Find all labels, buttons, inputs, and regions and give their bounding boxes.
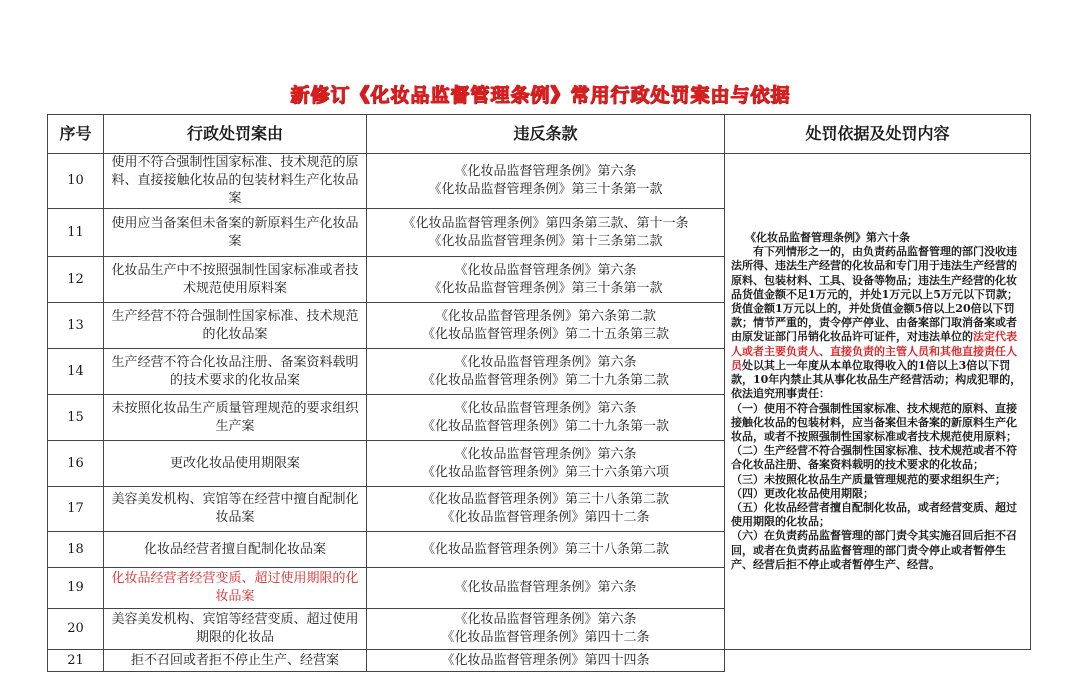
page-title: 新修订《化妆品监督管理条例》常用行政处罚案由与依据 xyxy=(289,84,790,106)
row-clauses xyxy=(367,650,725,672)
row-clauses xyxy=(367,257,725,303)
basis-item: （五）化妆品经营者擅自配制化妆品，或者经营变质、超过使用期限的化妆品； xyxy=(731,500,1017,529)
row-clauses xyxy=(367,609,725,650)
table-row xyxy=(48,650,1031,672)
basis-heading: 《化妆品监督管理条例》第六十条 xyxy=(745,231,910,245)
clause-text: 《化妆品监督管理条例》第二十九条第一款 xyxy=(421,418,669,434)
basis-item: （三）未按照化妆品生产质量管理规范的要求组织生产； xyxy=(731,472,1006,486)
row-reason: 化妆品生产中不按照强制性国家标准或者技术规范使用原料案 xyxy=(104,257,367,303)
row-clauses xyxy=(367,487,725,532)
row-reason: 更改化妆品使用期限案 xyxy=(104,441,367,487)
penalty-basis xyxy=(725,154,1031,650)
basis-item: （六）在负责药品监督管理的部门责令其实施召回后拒不召回，或者在负责药品监督管理的部门责令停止或者暂停生产、经营后拒不停止或者暂停生产、经营。 xyxy=(731,529,1017,571)
table-body xyxy=(48,154,1031,672)
row-clauses xyxy=(367,532,725,568)
row-clauses xyxy=(367,303,725,349)
row-number: 14 xyxy=(48,349,104,395)
clause-text: 《化妆品监督管理条例》第六条 xyxy=(454,400,637,416)
row-number: 19 xyxy=(48,568,104,609)
clause-text: 《化妆品监督管理条例》第三十六条第六项 xyxy=(421,464,669,480)
table-header-row xyxy=(48,115,1031,154)
clause-text: 《化妆品监督管理条例》第三十八条第二款 xyxy=(421,541,669,557)
clause-text: 《化妆品监督管理条例》第三十条第一款 xyxy=(428,280,663,296)
row-reason: 未按照化妆品生产质量管理规范的要求组织生产案 xyxy=(104,395,367,441)
clause-text: 《化妆品监督管理条例》第六条 xyxy=(454,354,637,370)
basis-item: （四）更改化妆品使用期限； xyxy=(731,486,874,500)
header-reason: 行政处罚案由 xyxy=(104,115,367,154)
row-reason: 拒不召回或者拒不停止生产、经营案 xyxy=(104,650,367,672)
table-row xyxy=(48,154,1031,209)
row-reason: 化妆品经营者擅自配制化妆品案 xyxy=(104,532,367,568)
row-reason: 使用应当备案但未备案的新原料生产化妆品案 xyxy=(104,209,367,257)
clause-text: 《化妆品监督管理条例》第二十九条第二款 xyxy=(421,372,669,388)
clause-text: 《化妆品监督管理条例》第六条 xyxy=(454,446,637,462)
clause-text: 《化妆品监督管理条例》第三十八条第二款 xyxy=(421,492,669,507)
row-reason: 生产经营不符合强制性国家标准、技术规范的化妆品案 xyxy=(104,303,367,349)
row-clauses xyxy=(367,154,725,209)
clause-text: 《化妆品监督管理条例》第六条 xyxy=(454,612,637,627)
clause-text: 《化妆品监督管理条例》第十三条第二款 xyxy=(428,233,663,249)
basis-item: （一）使用不符合强制性国家标准、技术规范的原料、直接接触化妆品的包装材料，应当备案但未备案的新原料生产化妆品，或者不按照强制性国家标准或者技术规范使用原料； xyxy=(731,401,1017,443)
row-number: 17 xyxy=(48,487,104,532)
clause-text: 《化妆品监督管理条例》第六条第二款 xyxy=(434,308,656,324)
clause-text: 《化妆品监督管理条例》第六条 xyxy=(454,262,637,278)
row-reason: 使用不符合强制性国家标准、技术规范的原料、直接接触化妆品的包装材料生产化妆品案 xyxy=(104,154,367,209)
clause-text: 《化妆品监督管理条例》第四十二条 xyxy=(441,630,650,645)
row-number: 11 xyxy=(48,209,104,257)
clause-text: 《化妆品监督管理条例》第六条 xyxy=(454,580,637,595)
row-reason: 美容美发机构、宾馆等在经营中擅自配制化妆品案 xyxy=(104,487,367,532)
row-clauses xyxy=(367,209,725,257)
basis-intro xyxy=(731,245,1025,401)
row-number: 13 xyxy=(48,303,104,349)
row-number: 10 xyxy=(48,154,104,209)
basis-after-text: 处以其上一年度从本单位取得收入的1倍以上3倍以下罚款，10年内禁止其从事化妆品生产经营活动；构成犯罪的，依法追究刑事责任： xyxy=(731,358,1022,401)
row-reason: 化妆品经营者经营变质、超过使用期限的化妆品案 xyxy=(104,568,367,609)
basis-intro-text: 有下列情形之一的，由负责药品监督管理的部门没收违法所得、违法生产经营的化妆品和专门用于违法生产经营的原料、包装材料、工具、设备等物品；违法生产经营的化妆品货值金额不足1万元的，并处1万元以上5万元以下罚款；货值金额1万元以上的，并处货值金额5倍以上20倍以下罚款；情节严重的，责令停产停业、由备案部门取消备案或者由原发证部门吊销化妆品许可证件，对违法单位的 xyxy=(731,245,1018,344)
row-clauses xyxy=(367,441,725,487)
header-no: 序号 xyxy=(48,115,104,154)
penalty-table xyxy=(47,114,1031,672)
clause-text: 《化妆品监督管理条例》第六条 xyxy=(454,164,637,179)
row-reason: 生产经营不符合化妆品注册、备案资料载明的技术要求的化妆品案 xyxy=(104,349,367,395)
row-number: 15 xyxy=(48,395,104,441)
clause-text: 《化妆品监督管理条例》第二十五条第三款 xyxy=(421,326,669,342)
header-clauses: 违反条款 xyxy=(367,115,725,154)
clause-text: 《化妆品监督管理条例》第四十四条 xyxy=(441,652,650,668)
clause-text: 《化妆品监督管理条例》第三十条第一款 xyxy=(428,182,663,197)
row-number: 18 xyxy=(48,532,104,568)
clause-text: 《化妆品监督管理条例》第四条第三款、第十一条 xyxy=(402,215,689,231)
clause-text: 《化妆品监督管理条例》第四十二条 xyxy=(441,510,650,525)
row-clauses xyxy=(367,395,725,441)
basis-highlight-text: 法定代表人或者主要负责人、直接负责的主管人员和其他直接责任人员 xyxy=(731,330,1017,372)
row-number: 12 xyxy=(48,257,104,303)
row-number: 20 xyxy=(48,609,104,650)
row-reason: 美容美发机构、宾馆等经营变质、超过使用期限的化妆品 xyxy=(104,609,367,650)
row-number: 16 xyxy=(48,441,104,487)
basis-item: （二）生产经营不符合强制性国家标准、技术规范或者不符合化妆品注册、备案资料载明的技术要求的化妆品； xyxy=(731,444,1017,472)
row-clauses xyxy=(367,568,725,609)
row-clauses xyxy=(367,349,725,395)
row-number: 21 xyxy=(48,650,104,672)
header-basis: 处罚依据及处罚内容 xyxy=(725,115,1031,154)
